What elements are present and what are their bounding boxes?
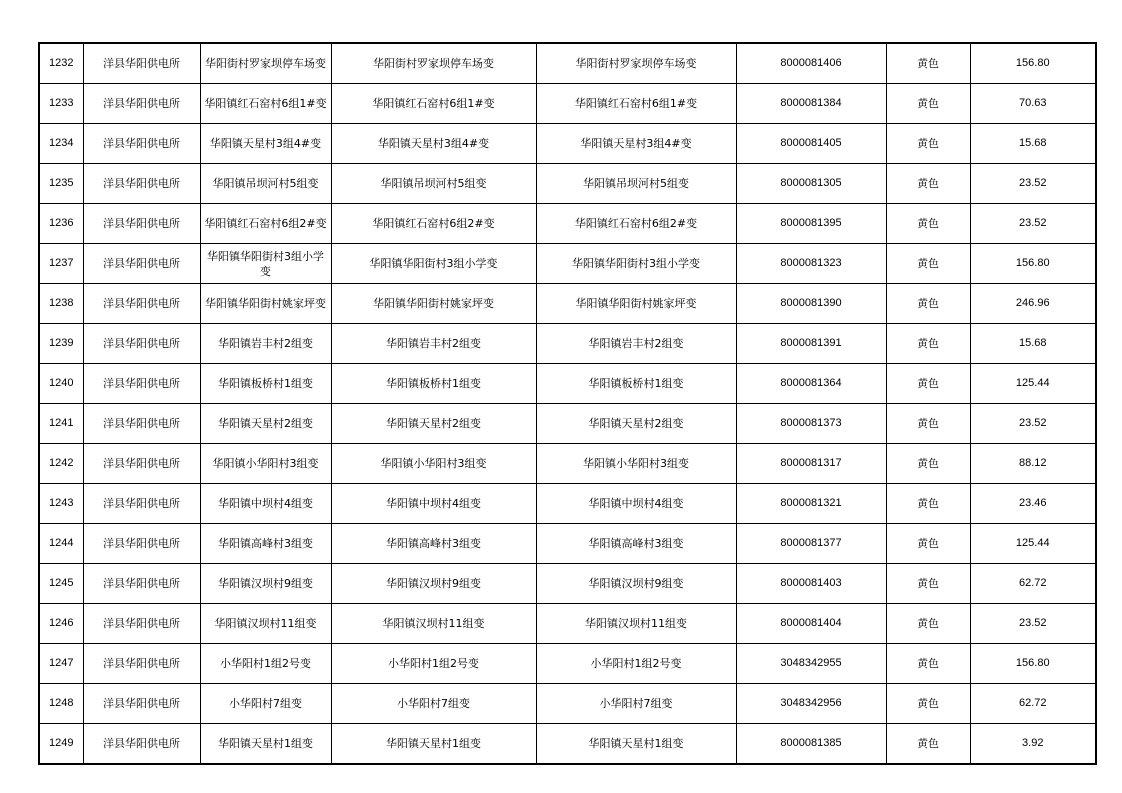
table-row <box>39 644 1096 684</box>
cell-capacity-value: 23.52 <box>970 204 1096 244</box>
cell-transformer-name: 华阳镇天星村2组变 <box>200 404 331 444</box>
cell-transformer-name-2: 华阳镇天星村1组变 <box>331 724 536 765</box>
cell-transformer-name-2: 华阳镇红石窑村6组1#变 <box>331 84 536 124</box>
cell-supply-station: 洋县华阳供电所 <box>83 644 200 684</box>
cell-warning-level: 黄色 <box>886 84 970 124</box>
cell-capacity-value: 3.92 <box>970 724 1096 765</box>
cell-transformer-name-3: 华阳镇高峰村3组变 <box>536 524 736 564</box>
cell-warning-level: 黄色 <box>886 604 970 644</box>
cell-transformer-name: 华阳镇吊坝河村5组变 <box>200 164 331 204</box>
cell-row-number: 1241 <box>39 404 83 444</box>
cell-row-number: 1239 <box>39 324 83 364</box>
cell-row-number: 1244 <box>39 524 83 564</box>
cell-row-number: 1240 <box>39 364 83 404</box>
cell-supply-station: 洋县华阳供电所 <box>83 43 200 84</box>
cell-row-number: 1243 <box>39 484 83 524</box>
cell-row-number: 1238 <box>39 284 83 324</box>
cell-transformer-name-2: 华阳镇高峰村3组变 <box>331 524 536 564</box>
table-row <box>39 604 1096 644</box>
cell-meter-id: 8000081373 <box>736 404 886 444</box>
cell-supply-station: 洋县华阳供电所 <box>83 684 200 724</box>
cell-transformer-name-2: 华阳镇板桥村1组变 <box>331 364 536 404</box>
cell-meter-id: 8000081323 <box>736 244 886 284</box>
cell-transformer-name-3: 小华阳村1组2号变 <box>536 644 736 684</box>
table-row <box>39 684 1096 724</box>
cell-transformer-name-2: 小华阳村7组变 <box>331 684 536 724</box>
cell-warning-level: 黄色 <box>886 444 970 484</box>
table-row <box>39 324 1096 364</box>
cell-transformer-name-2: 华阳镇吊坝河村5组变 <box>331 164 536 204</box>
table-body <box>39 43 1096 764</box>
cell-transformer-name: 华阳镇天星村1组变 <box>200 724 331 765</box>
cell-capacity-value: 23.52 <box>970 604 1096 644</box>
cell-supply-station: 洋县华阳供电所 <box>83 404 200 444</box>
table-row <box>39 524 1096 564</box>
cell-row-number: 1236 <box>39 204 83 244</box>
cell-meter-id: 8000081384 <box>736 84 886 124</box>
cell-row-number: 1242 <box>39 444 83 484</box>
cell-transformer-name: 华阳镇汉坝村9组变 <box>200 564 331 604</box>
cell-transformer-name-3: 华阳镇华阳街村3组小学变 <box>536 244 736 284</box>
cell-supply-station: 洋县华阳供电所 <box>83 324 200 364</box>
cell-transformer-name-3: 华阳镇天星村2组变 <box>536 404 736 444</box>
cell-transformer-name-2: 华阳镇汉坝村9组变 <box>331 564 536 604</box>
cell-meter-id: 3048342955 <box>736 644 886 684</box>
cell-transformer-name-2: 华阳镇红石窑村6组2#变 <box>331 204 536 244</box>
table-row <box>39 564 1096 604</box>
cell-capacity-value: 15.68 <box>970 324 1096 364</box>
cell-meter-id: 8000081395 <box>736 204 886 244</box>
cell-meter-id: 8000081391 <box>736 324 886 364</box>
cell-transformer-name: 华阳镇红石窑村6组1#变 <box>200 84 331 124</box>
cell-transformer-name-3: 华阳街村罗家坝停车场变 <box>536 43 736 84</box>
cell-row-number: 1234 <box>39 124 83 164</box>
cell-transformer-name-3: 华阳镇板桥村1组变 <box>536 364 736 404</box>
cell-transformer-name: 华阳镇岩丰村2组变 <box>200 324 331 364</box>
cell-transformer-name: 小华阳村7组变 <box>200 684 331 724</box>
cell-row-number: 1232 <box>39 43 83 84</box>
cell-transformer-name: 华阳镇小华阳村3组变 <box>200 444 331 484</box>
cell-warning-level: 黄色 <box>886 524 970 564</box>
cell-transformer-name-2: 华阳镇华阳街村姚家坪变 <box>331 284 536 324</box>
cell-supply-station: 洋县华阳供电所 <box>83 444 200 484</box>
cell-warning-level: 黄色 <box>886 43 970 84</box>
cell-supply-station: 洋县华阳供电所 <box>83 364 200 404</box>
cell-transformer-name-2: 华阳镇中坝村4组变 <box>331 484 536 524</box>
cell-row-number: 1248 <box>39 684 83 724</box>
table-row <box>39 43 1096 84</box>
cell-supply-station: 洋县华阳供电所 <box>83 564 200 604</box>
cell-meter-id: 8000081406 <box>736 43 886 84</box>
cell-transformer-name-3: 小华阳村7组变 <box>536 684 736 724</box>
cell-transformer-name: 华阳镇红石窑村6组2#变 <box>200 204 331 244</box>
cell-row-number: 1249 <box>39 724 83 765</box>
cell-transformer-name-3: 华阳镇小华阳村3组变 <box>536 444 736 484</box>
cell-transformer-name-2: 华阳镇汉坝村11组变 <box>331 604 536 644</box>
cell-transformer-name-3: 华阳镇红石窑村6组1#变 <box>536 84 736 124</box>
cell-transformer-name-3: 华阳镇汉坝村11组变 <box>536 604 736 644</box>
cell-warning-level: 黄色 <box>886 484 970 524</box>
cell-capacity-value: 156.80 <box>970 43 1096 84</box>
cell-transformer-name-3: 华阳镇华阳街村姚家坪变 <box>536 284 736 324</box>
cell-transformer-name-2: 华阳镇华阳街村3组小学变 <box>331 244 536 284</box>
cell-supply-station: 洋县华阳供电所 <box>83 524 200 564</box>
cell-transformer-name-2: 华阳镇天星村2组变 <box>331 404 536 444</box>
cell-capacity-value: 156.80 <box>970 644 1096 684</box>
cell-supply-station: 洋县华阳供电所 <box>83 204 200 244</box>
cell-meter-id: 8000081390 <box>736 284 886 324</box>
table-row <box>39 484 1096 524</box>
cell-transformer-name-2: 华阳镇小华阳村3组变 <box>331 444 536 484</box>
cell-meter-id: 3048342956 <box>736 684 886 724</box>
cell-transformer-name-2: 华阳镇天星村3组4#变 <box>331 124 536 164</box>
cell-transformer-name-3: 华阳镇岩丰村2组变 <box>536 324 736 364</box>
cell-transformer-name-3: 华阳镇天星村1组变 <box>536 724 736 765</box>
cell-supply-station: 洋县华阳供电所 <box>83 164 200 204</box>
cell-warning-level: 黄色 <box>886 124 970 164</box>
cell-capacity-value: 23.52 <box>970 164 1096 204</box>
cell-capacity-value: 156.80 <box>970 244 1096 284</box>
cell-supply-station: 洋县华阳供电所 <box>83 284 200 324</box>
cell-meter-id: 8000081321 <box>736 484 886 524</box>
table-row <box>39 444 1096 484</box>
table-row <box>39 364 1096 404</box>
cell-transformer-name: 华阳镇汉坝村11组变 <box>200 604 331 644</box>
cell-transformer-name-2: 华阳街村罗家坝停车场变 <box>331 43 536 84</box>
cell-supply-station: 洋县华阳供电所 <box>83 724 200 765</box>
cell-transformer-name-3: 华阳镇天星村3组4#变 <box>536 124 736 164</box>
cell-capacity-value: 88.12 <box>970 444 1096 484</box>
cell-transformer-name: 华阳街村罗家坝停车场变 <box>200 43 331 84</box>
table-row <box>39 84 1096 124</box>
cell-capacity-value: 23.52 <box>970 404 1096 444</box>
cell-warning-level: 黄色 <box>886 244 970 284</box>
cell-warning-level: 黄色 <box>886 284 970 324</box>
cell-capacity-value: 62.72 <box>970 684 1096 724</box>
cell-transformer-name-3: 华阳镇红石窑村6组2#变 <box>536 204 736 244</box>
cell-supply-station: 洋县华阳供电所 <box>83 244 200 284</box>
cell-row-number: 1246 <box>39 604 83 644</box>
cell-capacity-value: 15.68 <box>970 124 1096 164</box>
table-row <box>39 404 1096 444</box>
cell-transformer-name: 华阳镇高峰村3组变 <box>200 524 331 564</box>
cell-capacity-value: 62.72 <box>970 564 1096 604</box>
cell-meter-id: 8000081405 <box>736 124 886 164</box>
cell-transformer-name: 华阳镇华阳街村3组小学变 <box>200 244 331 284</box>
transformer-table <box>38 42 1097 765</box>
table-row <box>39 724 1096 765</box>
cell-meter-id: 8000081305 <box>736 164 886 204</box>
cell-supply-station: 洋县华阳供电所 <box>83 84 200 124</box>
cell-warning-level: 黄色 <box>886 164 970 204</box>
cell-warning-level: 黄色 <box>886 724 970 765</box>
cell-warning-level: 黄色 <box>886 324 970 364</box>
cell-warning-level: 黄色 <box>886 644 970 684</box>
table-row <box>39 244 1096 284</box>
cell-transformer-name: 小华阳村1组2号变 <box>200 644 331 684</box>
cell-transformer-name-3: 华阳镇汉坝村9组变 <box>536 564 736 604</box>
cell-warning-level: 黄色 <box>886 404 970 444</box>
table-row <box>39 164 1096 204</box>
cell-warning-level: 黄色 <box>886 364 970 404</box>
cell-meter-id: 8000081377 <box>736 524 886 564</box>
cell-meter-id: 8000081404 <box>736 604 886 644</box>
cell-meter-id: 8000081317 <box>736 444 886 484</box>
cell-transformer-name-3: 华阳镇吊坝河村5组变 <box>536 164 736 204</box>
cell-transformer-name: 华阳镇板桥村1组变 <box>200 364 331 404</box>
cell-warning-level: 黄色 <box>886 204 970 244</box>
cell-capacity-value: 246.96 <box>970 284 1096 324</box>
cell-meter-id: 8000081364 <box>736 364 886 404</box>
cell-capacity-value: 23.46 <box>970 484 1096 524</box>
table-row <box>39 204 1096 244</box>
cell-warning-level: 黄色 <box>886 564 970 604</box>
cell-meter-id: 8000081385 <box>736 724 886 765</box>
table-row <box>39 124 1096 164</box>
cell-row-number: 1233 <box>39 84 83 124</box>
cell-capacity-value: 70.63 <box>970 84 1096 124</box>
cell-transformer-name: 华阳镇中坝村4组变 <box>200 484 331 524</box>
cell-supply-station: 洋县华阳供电所 <box>83 124 200 164</box>
cell-row-number: 1245 <box>39 564 83 604</box>
cell-warning-level: 黄色 <box>886 684 970 724</box>
cell-capacity-value: 125.44 <box>970 364 1096 404</box>
cell-transformer-name-2: 小华阳村1组2号变 <box>331 644 536 684</box>
cell-supply-station: 洋县华阳供电所 <box>83 604 200 644</box>
cell-supply-station: 洋县华阳供电所 <box>83 484 200 524</box>
table-row <box>39 284 1096 324</box>
cell-row-number: 1237 <box>39 244 83 284</box>
cell-row-number: 1235 <box>39 164 83 204</box>
cell-transformer-name: 华阳镇华阳街村姚家坪变 <box>200 284 331 324</box>
cell-transformer-name-2: 华阳镇岩丰村2组变 <box>331 324 536 364</box>
cell-meter-id: 8000081403 <box>736 564 886 604</box>
cell-capacity-value: 125.44 <box>970 524 1096 564</box>
cell-transformer-name-3: 华阳镇中坝村4组变 <box>536 484 736 524</box>
cell-transformer-name: 华阳镇天星村3组4#变 <box>200 124 331 164</box>
cell-row-number: 1247 <box>39 644 83 684</box>
